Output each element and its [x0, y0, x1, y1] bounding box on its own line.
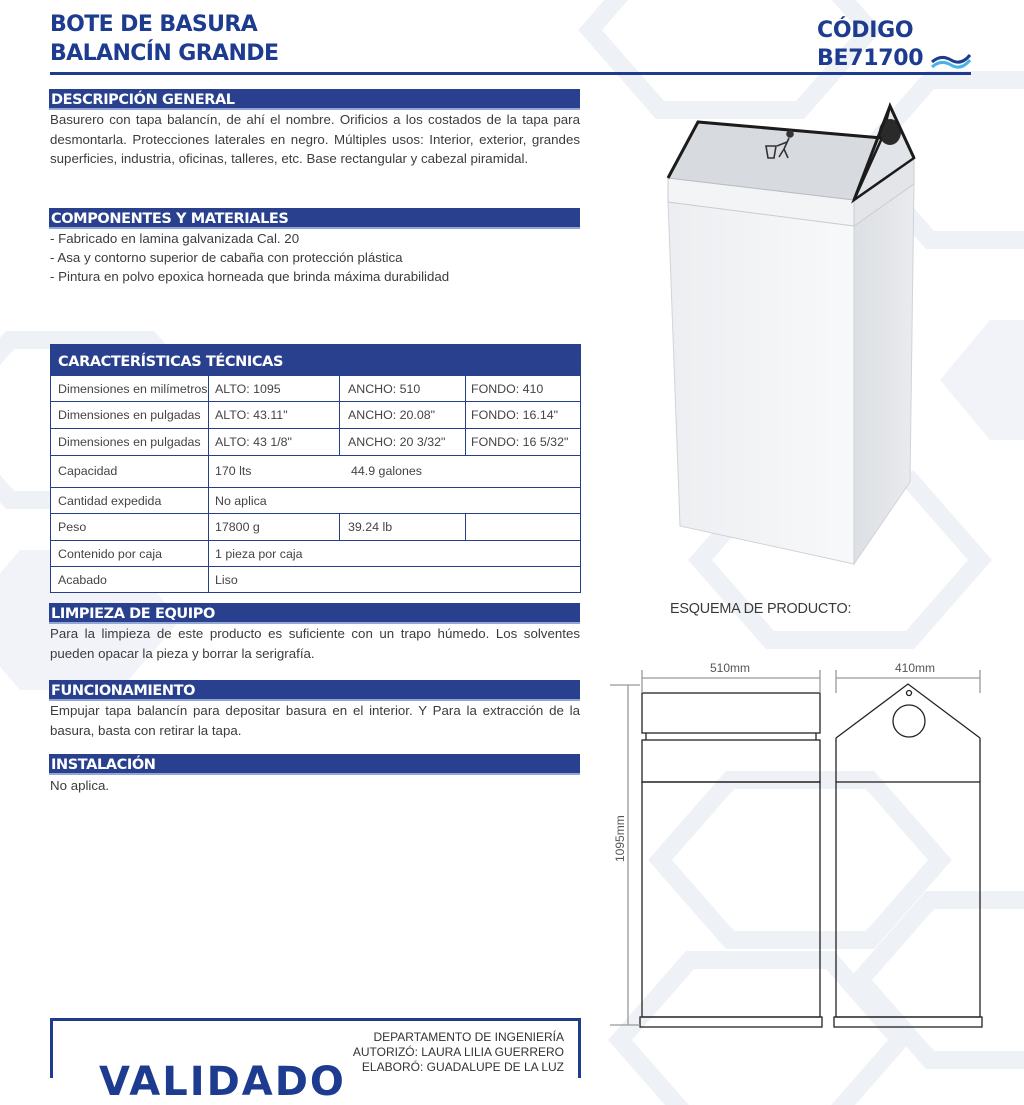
- cell-value: 170 lts: [215, 464, 252, 478]
- list-item: - Fabricado en lamina galvanizada Cal. 20: [50, 231, 300, 246]
- depth-dimension-label: 410mm: [895, 661, 936, 675]
- code-label: CÓDIGO: [817, 18, 914, 43]
- front-lid: [642, 693, 820, 733]
- product-code: BE71700: [817, 46, 924, 71]
- cell-value: ALTO: 1095: [215, 381, 281, 396]
- title-line-1: BOTE DE BASURA: [50, 12, 258, 37]
- cell-value: ALTO: 43 1/8": [215, 435, 292, 449]
- specs-table: [50, 344, 581, 593]
- footer-elaborated: ELABORÓ: GUADALUPE DE LA LUZ: [361, 1060, 564, 1074]
- table-row: [51, 401, 580, 428]
- width-dimension-label: 510mm: [710, 661, 751, 675]
- section-heading-componentes: COMPONENTES Y MATERIALES: [49, 208, 580, 229]
- table-row: [51, 540, 580, 566]
- title-line-2: BALANCÍN GRANDE: [50, 41, 279, 66]
- row-label: Dimensiones en pulgadas: [58, 408, 201, 422]
- cell-value: [471, 514, 581, 540]
- height-dimension-label: 1095mm: [613, 815, 627, 862]
- cell-value: 44.9 galones: [351, 464, 422, 478]
- row-label: Peso: [58, 520, 87, 534]
- footer-authorized: AUTORIZÓ: LAURA LILIA GUERRERO: [352, 1045, 564, 1059]
- cell-value: Liso: [215, 572, 238, 587]
- cell-value: ANCHO: 20.08": [348, 408, 436, 422]
- footer-department: DEPARTAMENTO DE INGENIERÍA: [373, 1030, 564, 1044]
- cell-value: ANCHO: 510: [348, 381, 421, 396]
- section-heading-limpieza: LIMPIEZA DE EQUIPO: [49, 603, 580, 624]
- cell-value: No aplica: [215, 493, 267, 508]
- cell-value: 39.24 lb: [348, 520, 393, 534]
- instalacion-text: No aplica.: [50, 778, 110, 793]
- row-label: Cantidad expedida: [58, 493, 162, 508]
- row-label: Capacidad: [58, 464, 118, 478]
- section-heading-instalacion: INSTALACIÓN: [49, 754, 580, 775]
- specs-table-heading: CARACTERÍSTICAS TÉCNICAS: [51, 345, 580, 375]
- cell-value: ALTO: 43.11": [215, 408, 288, 422]
- validated-stamp: VALIDADO: [99, 1059, 346, 1105]
- schematic-title: ESQUEMA DE PRODUCTO:: [670, 601, 852, 617]
- section-heading-descripcion: DESCRIPCIÓN GENERAL: [49, 89, 580, 110]
- limpieza-text: Para la limpieza de este producto es suficiente con un trapo húmedo. Los solventes pueden opacar la pieza y borrar la serigrafía.: [50, 626, 580, 661]
- cell-value: FONDO: 410: [471, 381, 544, 396]
- row-label: Dimensiones en milímetros: [58, 381, 208, 396]
- cell-value: 17800 g: [215, 520, 260, 534]
- cell-value: ANCHO: 20 3/32": [348, 435, 446, 449]
- table-row: [51, 487, 580, 513]
- table-row: [51, 375, 580, 401]
- descripcion-text: Basurero con tapa balancín, de ahí el nombre. Orificios a los costados de la tapa para desmontarla. Protecciones laterales en negro. Múltiples usos: Interior, exterior, grandes superficies, industria, oficinas, talleres, etc. Base rectangular y cabezal piramidal.: [50, 112, 580, 166]
- footer-validation-box: [50, 1018, 581, 1105]
- list-item: - Pintura en polvo epoxica horneada que brinda máxima durabilidad: [50, 269, 450, 284]
- section-heading-funcionamiento: FUNCIONAMIENTO: [49, 680, 580, 701]
- row-label: Contenido por caja: [58, 546, 163, 561]
- brand-wave-icon: [931, 49, 971, 69]
- row-label: Acabado: [58, 572, 107, 587]
- table-row: [51, 566, 580, 592]
- code-row: [817, 45, 971, 73]
- table-row: [51, 455, 580, 487]
- footer-credits: [353, 1030, 564, 1075]
- document-title: [50, 10, 278, 68]
- product-schematic: [600, 640, 1024, 1067]
- product-photo: [662, 102, 922, 572]
- table-row: [51, 513, 580, 540]
- cell-value: FONDO: 16 5/32": [471, 435, 569, 449]
- table-row: [51, 428, 580, 455]
- funcionamiento-text: Empujar tapa balancín para depositar basura en el interior. Y Para la extracción de la basura, basta con retirar la tapa.: [50, 703, 580, 738]
- list-item: - Asa y contorno superior de cabaña con protección plástica: [50, 250, 403, 265]
- cell-value: FONDO: 16.14": [471, 408, 559, 422]
- row-label: Dimensiones en pulgadas: [58, 435, 201, 449]
- header-divider: [50, 72, 971, 75]
- cell-value: 1 pieza por caja: [215, 546, 303, 561]
